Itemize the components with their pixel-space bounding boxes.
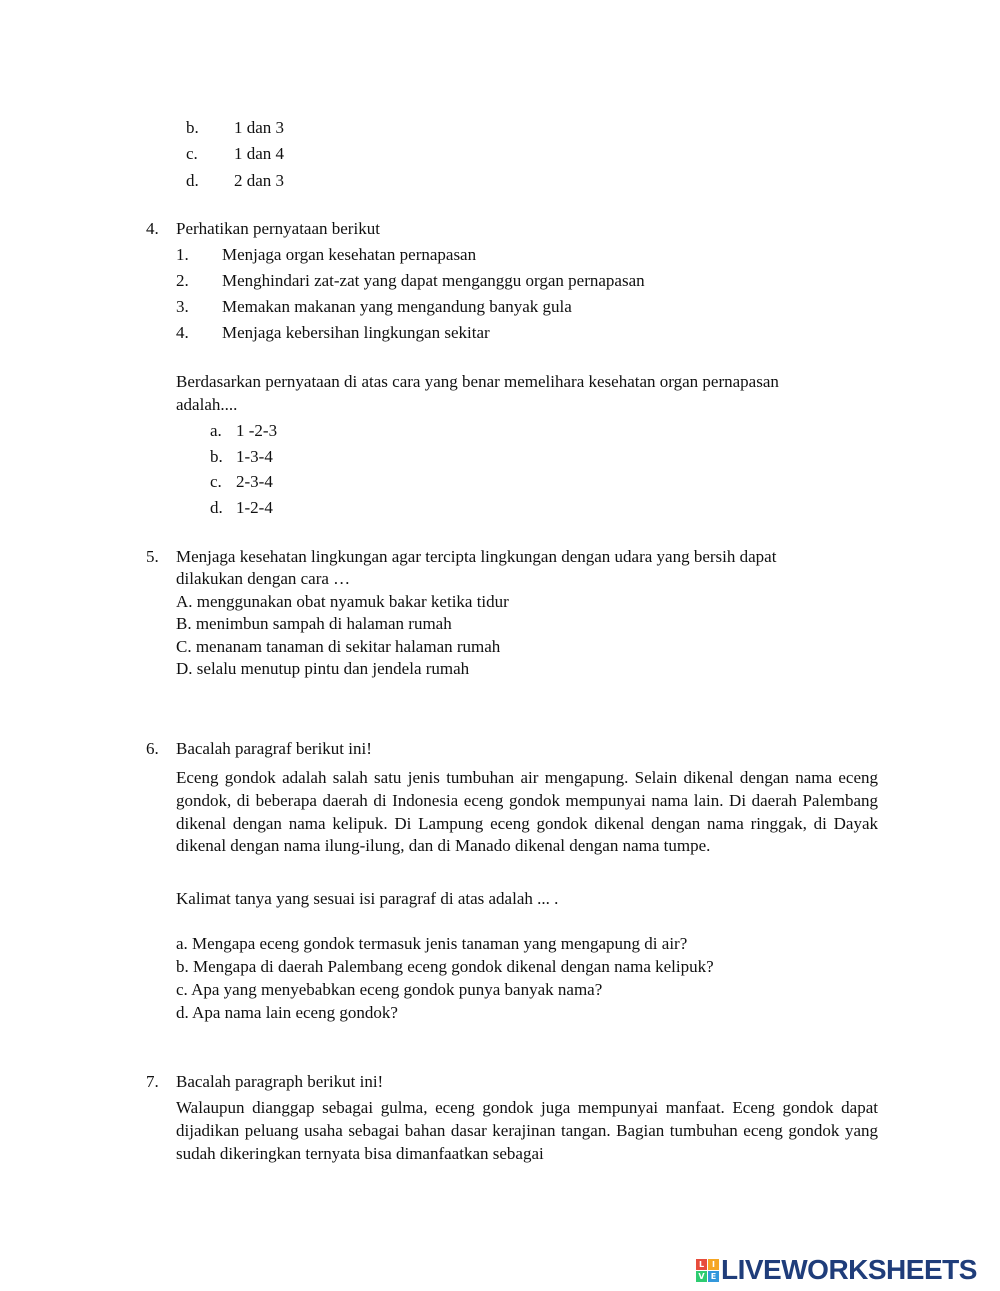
q4-statement-1-text: Menjaga organ kesehatan pernapasan	[222, 245, 477, 264]
q5-option-d: D. selalu menutup pintu dan jendela rumah	[176, 659, 470, 678]
q4-question-line1: Berdasarkan pernyataan di atas cara yang benar memelihara kesehatan organ pernapasan	[176, 372, 779, 391]
q4-option-c-letter: c.	[210, 472, 222, 491]
q3-option-d-letter: d.	[186, 171, 199, 190]
q4-option-b-letter: b.	[210, 447, 223, 466]
logo-text: LIVEWORKSHEETS	[721, 1254, 977, 1285]
q6-option-d: d. Apa nama lain eceng gondok?	[176, 1003, 398, 1022]
logo-cube-v: V	[696, 1271, 707, 1282]
q4-option-d-letter: d.	[210, 498, 223, 517]
q4-option-d-text: 1-2-4	[236, 498, 273, 517]
logo-cube-i: I	[708, 1259, 719, 1270]
logo-cube-e: E	[708, 1271, 719, 1282]
q6-number: 6.	[146, 739, 159, 758]
q4-option-a-letter: a.	[210, 421, 222, 440]
q4-statement-2-num: 2.	[176, 271, 189, 290]
q4-statement-4-text: Menjaga kebersihan lingkungan sekitar	[222, 323, 490, 342]
q5-option-c: C. menanam tanaman di sekitar halaman rumah	[176, 637, 501, 656]
q4-option-a-text: 1 -2-3	[236, 421, 278, 440]
q4-statement-3-num: 3.	[176, 297, 189, 316]
q3-option-d-text: 2 dan 3	[234, 171, 285, 190]
q4-option-b-text: 1-3-4	[236, 447, 273, 466]
q5-number: 5.	[146, 547, 159, 566]
q7-title: Bacalah paragraph berikut ini!	[176, 1072, 384, 1091]
q4-statement-2-text: Menghindari zat-zat yang dapat menganggu organ pernapasan	[222, 271, 645, 290]
q4-statement-1-num: 1.	[176, 245, 189, 264]
q6-title: Bacalah paragraf berikut ini!	[176, 739, 372, 758]
q7-paragraph: Walaupun dianggap sebagai gulma, eceng gondok juga mempunyai manfaat. Eceng gondok dapat dijadikan peluang usaha sebagai bahan dasar kerajinan tangan. Bagian tumbuhan eceng gondok yang sudah dikeringkan ternyata bisa dimanfaatkan sebagai	[176, 1098, 878, 1163]
q4-title: Perhatikan pernyataan berikut	[176, 219, 380, 238]
q7-number: 7.	[146, 1072, 159, 1091]
q6-paragraph: Eceng gondok adalah salah satu jenis tumbuhan air mengapung. Selain dikenal dengan nama eceng gondok, di beberapa daerah di Indonesia eceng gondok mempunyai nama lain. Di daerah Palembang dikenal dengan nama kelipuk. Di Lampung eceng gondok dikenal dengan nama ringgak, di Dayak dikenal dengan nama ilung-ilung, dan di Manado dikenal dengan nama tumpe.	[176, 768, 878, 856]
q4-question-line2: adalah....	[176, 395, 238, 414]
q4-statement-4-num: 4.	[176, 323, 189, 342]
q6-option-b: b. Mengapa di daerah Palembang eceng gondok dikenal dengan nama kelipuk?	[176, 957, 714, 976]
q6-question: Kalimat tanya yang sesuai isi paragraf di atas adalah ... .	[176, 889, 559, 908]
q5-line1: Menjaga kesehatan lingkungan agar tercipta lingkungan dengan udara yang bersih dapat	[176, 547, 777, 566]
q6-option-a: a. Mengapa eceng gondok termasuk jenis tanaman yang mengapung di air?	[176, 934, 688, 953]
q5-line2: dilakukan dengan cara …	[176, 569, 351, 588]
q3-option-c-letter: c.	[186, 144, 198, 163]
logo-cube-l: L	[696, 1259, 707, 1270]
q5-option-a: A. menggunakan obat nyamuk bakar ketika tidur	[176, 592, 509, 611]
q6-option-c: c. Apa yang menyebabkan eceng gondok punya banyak nama?	[176, 980, 603, 999]
q4-option-c-text: 2-3-4	[236, 472, 273, 491]
q5-option-b: B. menimbun sampah di halaman rumah	[176, 614, 452, 633]
q3-option-c-text: 1 dan 4	[234, 144, 285, 163]
q3-option-b-text: 1 dan 3	[234, 118, 285, 137]
q4-statement-3-text: Memakan makanan yang mengandung banyak gula	[222, 297, 572, 316]
q4-number: 4.	[146, 219, 159, 238]
liveworksheets-logo	[696, 1256, 977, 1284]
logo-cubes-icon	[696, 1259, 719, 1282]
q3-option-b-letter: b.	[186, 118, 199, 137]
